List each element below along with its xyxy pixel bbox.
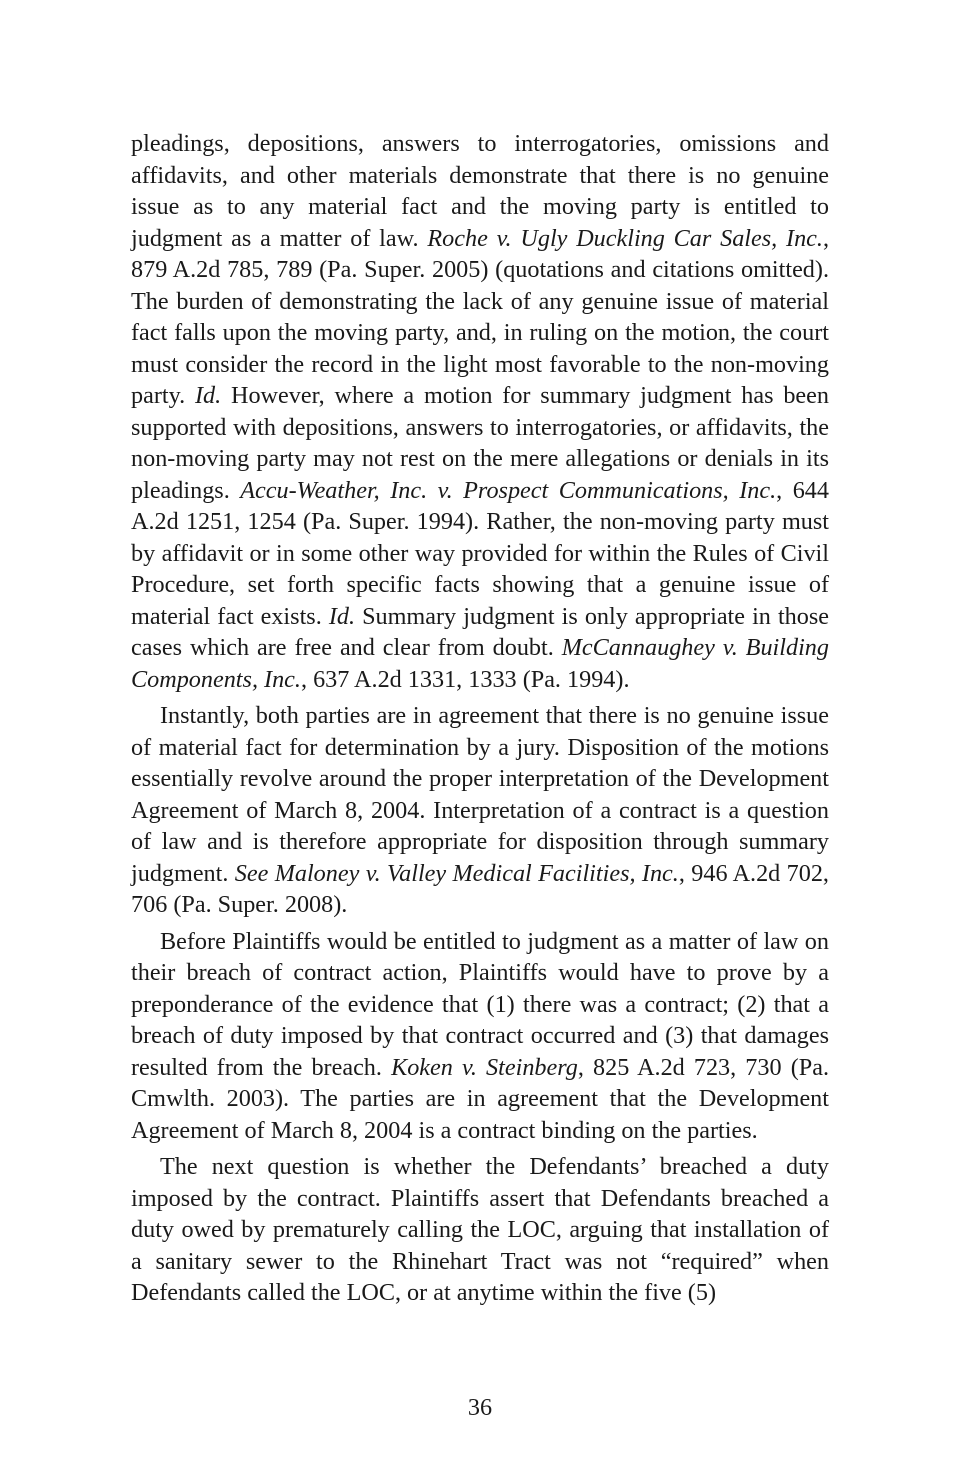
page-body [131,128,829,1314]
paragraph-breach-elements: Before Plaintiffs would be entitled to judgment as a matter of law on their breach of contract action, Plaintiffs would have to prove by a preponderance of the evidence that (1) there was a contract; (2) that a breach of duty imposed by that contract occurred and (3) that damages resulted from the breach. Koken v. Steinberg, 825 A.2d 723, 730 (Pa. Cmwlth. 2003). The parties are in agreement that the Development Agreement of March 8, 2004 is a contract binding on the parties. [131,927,829,1144]
page-number: 36 [467,1394,493,1421]
paragraph-summary-judgment-standard: pleadings, depositions, answers to interrogatories, omissions and affidavits, and other materials demonstrate that there is no genuine issue as to any material fact and the moving party is entitled to judgment as a matter of law. Roche v. Ugly Duckling Car Sales, Inc., 879 A.2d 785, 789 (Pa. Super. 2005) (quotations and citations omitted). The burden of demonstrating the lack of any genuine issue of material fact falls upon the moving party, and, in ruling on the motion, the court must consider the record in the light most favorable to the non-moving party. Id. However, where a motion for summary judgment has been supported with depositions, answers to interrogatories, or affidavits, the non-moving party may not rest on the mere allegations or denials in its pleadings. Accu-Weather, Inc. v. Prospect Communications, Inc., 644 A.2d 1251, 1254 (Pa. Super. 1994). Rather, the non-moving party must by affidavit or in some other way provided for within the Rules of Civil Procedure, set forth specific facts showing that a genuine issue of material fact exists. Id. Summary judgment is only appropriate in those cases which are free and clear from doubt. McCannaughey v. Building Components, Inc., 637 A.2d 1331, 1333 (Pa. 1994). [131,130,829,693]
paragraph-no-genuine-issue: Instantly, both parties are in agreement that there is no genuine issue of material fact for determination by a jury. Disposition of the motions essentially revolve around the proper interpretation of the Development Agreement of March 8, 2004. Interpretation of a contract is a question of law and is therefore appropriate for disposition through summary judgment. See Maloney v. Valley Medical Facilities, Inc., 946 A.2d 702, 706 (Pa. Super. 2008). [131,702,829,918]
paragraph-breach-question: The next question is whether the Defendants’ breached a duty imposed by the contract. Plaintiffs assert that Defendants breached a duty owed by prematurely calling the LOC, arguing that installation of a sanitary sewer to the Rhinehart Tract was not “required” when Defendants called the LOC, or at anytime within the five (5) [131,1153,829,1306]
